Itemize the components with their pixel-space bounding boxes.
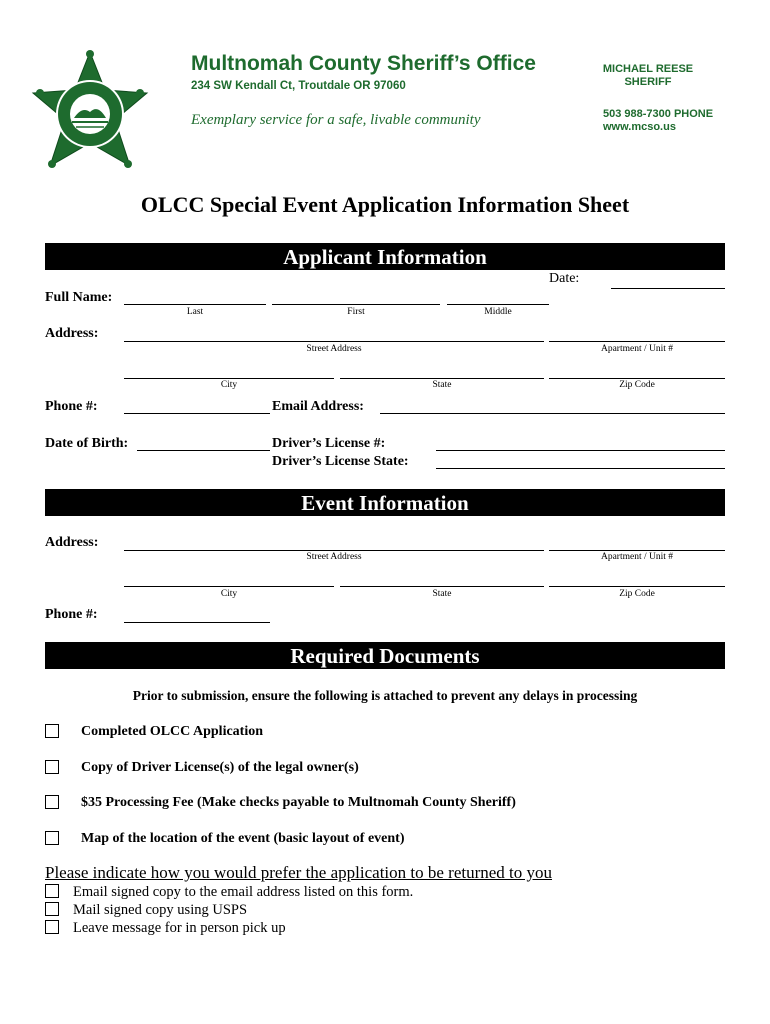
state-field[interactable] (340, 378, 544, 379)
date-field[interactable] (611, 288, 725, 289)
checkbox-pickup-return[interactable] (45, 920, 59, 934)
documents-note: Prior to submission, ensure the following is attached to prevent any delays in processing (132, 688, 638, 703)
event-city-caption: City (220, 589, 238, 599)
return-option-email: Email signed copy to the email address listed on this form. (73, 884, 414, 900)
checkbox-driver-license[interactable] (45, 760, 59, 774)
event-apartment-caption: Apartment / Unit # (600, 552, 674, 562)
org-tagline: Exemplary service for a safe, livable community (191, 112, 481, 128)
last-name-field[interactable] (124, 304, 266, 305)
dob-label: Date of Birth: (45, 436, 129, 451)
apartment-field[interactable] (549, 341, 725, 342)
zip-field[interactable] (549, 378, 725, 379)
dob-field[interactable] (137, 450, 270, 451)
city-field[interactable] (124, 378, 334, 379)
applicant-section-header: Applicant Information (45, 243, 725, 270)
city-caption: City (220, 380, 238, 390)
event-section-header: Event Information (45, 489, 725, 516)
doc-item-olcc-application: Completed OLCC Application (81, 724, 264, 739)
drivers-license-field[interactable] (436, 450, 725, 451)
checkbox-email-return[interactable] (45, 884, 59, 898)
org-name: Multnomah County Sheriff’s Office (191, 52, 536, 75)
email-field[interactable] (380, 413, 725, 414)
website[interactable]: www.mcso.us (603, 121, 676, 133)
email-label: Email Address: (272, 399, 364, 414)
sheriff-title: SHERIFF (624, 76, 672, 88)
return-option-mail: Mail signed copy using USPS (73, 902, 248, 918)
state-caption: State (432, 380, 452, 390)
doc-item-processing-fee: $35 Processing Fee (Make checks payable to Multnomah County Sheriff) (81, 795, 516, 810)
checkbox-olcc-application[interactable] (45, 724, 59, 738)
apartment-caption: Apartment / Unit # (600, 344, 674, 354)
event-state-caption: State (432, 589, 452, 599)
event-zip-caption: Zip Code (619, 589, 655, 599)
return-preference-prompt: Please indicate how you would prefer the application to be returned to you (45, 863, 553, 882)
event-zip-field[interactable] (549, 586, 725, 587)
event-city-field[interactable] (124, 586, 334, 587)
phone-number: 503 988-7300 PHONE (603, 108, 714, 120)
event-street-caption: Street Address (306, 552, 362, 562)
address-label: Address: (45, 326, 99, 341)
street-caption: Street Address (306, 344, 362, 354)
middle-name-field[interactable] (447, 304, 549, 305)
page-title: OLCC Special Event Application Information Sheet (140, 192, 630, 217)
full-name-label: Full Name: (45, 290, 113, 305)
doc-item-driver-license: Copy of Driver License(s) of the legal owner(s) (81, 760, 359, 775)
return-option-pickup: Leave message for in person pick up (73, 920, 286, 936)
drivers-license-label: Driver’s License #: (272, 436, 386, 451)
sheriff-badge-logo (30, 48, 150, 188)
event-state-field[interactable] (340, 586, 544, 587)
event-address-label: Address: (45, 535, 99, 550)
checkbox-event-map[interactable] (45, 831, 59, 845)
contact-block (603, 108, 713, 134)
drivers-license-state-label: Driver’s License State: (272, 454, 409, 469)
last-caption: Last (186, 307, 204, 317)
documents-section-header: Required Documents (45, 642, 725, 669)
phone-field[interactable] (124, 413, 270, 414)
middle-caption: Middle (484, 307, 512, 317)
first-caption: First (347, 307, 365, 317)
event-apartment-field[interactable] (549, 550, 725, 551)
zip-caption: Zip Code (619, 380, 655, 390)
sheriff-block (598, 63, 698, 89)
event-phone-label: Phone #: (45, 607, 98, 622)
event-street-field[interactable] (124, 550, 544, 551)
doc-item-event-map: Map of the location of the event (basic layout of event) (81, 831, 405, 846)
sheriff-name: MICHAEL REESE (602, 63, 694, 75)
event-phone-field[interactable] (124, 622, 270, 623)
street-address-field[interactable] (124, 341, 544, 342)
phone-label: Phone #: (45, 399, 98, 414)
checkbox-processing-fee[interactable] (45, 795, 59, 809)
date-label: Date: (549, 271, 580, 286)
first-name-field[interactable] (272, 304, 440, 305)
drivers-license-state-field[interactable] (436, 468, 725, 469)
checkbox-mail-return[interactable] (45, 902, 59, 916)
org-address: 234 SW Kendall Ct, Troutdale OR 97060 (191, 80, 406, 92)
